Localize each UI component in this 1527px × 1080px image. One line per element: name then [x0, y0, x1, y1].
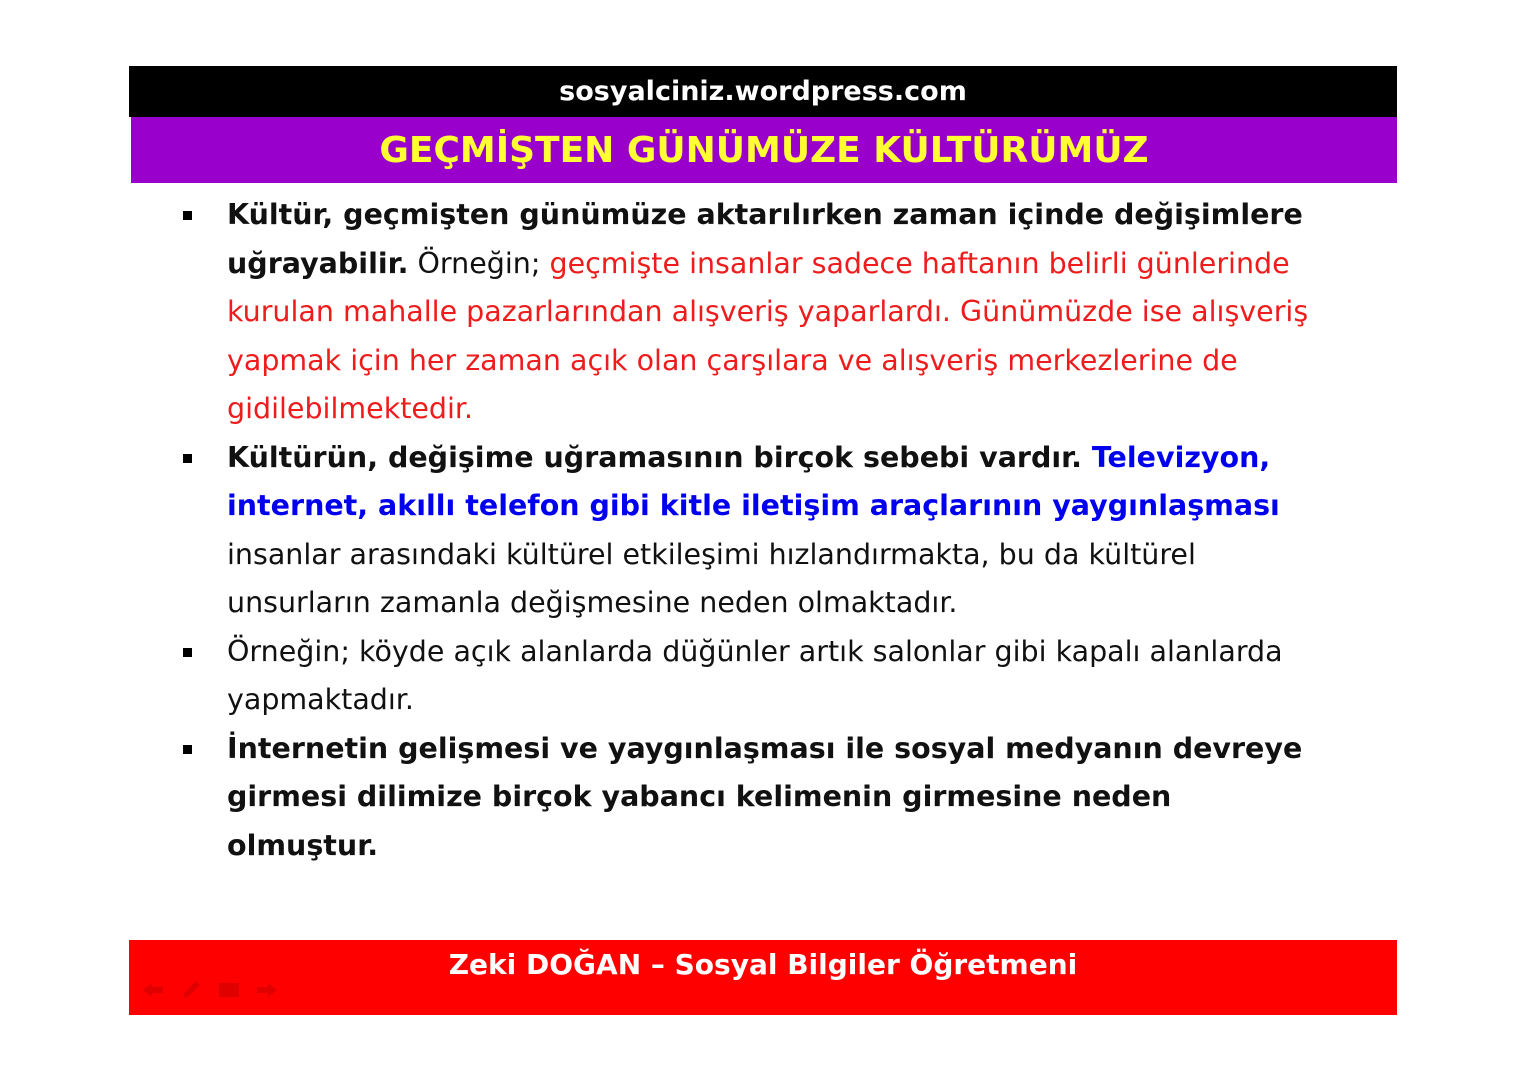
bullet-item — [181, 628, 1321, 725]
site-url-bar — [129, 66, 1397, 117]
menu-icon[interactable] — [217, 980, 241, 1000]
site-url: sosyalciniz.wordpress.com — [559, 76, 967, 107]
bullet-square-icon — [183, 745, 192, 754]
bullet-square-icon — [183, 211, 192, 220]
bullet-normal-text: Örneğin; — [408, 246, 550, 280]
bullet-normal-text: insanlar arasındaki kültürel etkileşimi hızlandırmakta, bu da kültürel unsurların zamanla değişmesine neden olmaktadır. — [227, 537, 1196, 619]
bullet-square-icon — [183, 648, 192, 657]
footer-author: Zeki DOĞAN – Sosyal Bilgiler Öğretmeni — [448, 948, 1078, 981]
bullet-bold-text: İnternetin gelişmesi ve yaygınlaşması ile sosyal medyanın devreye girmesi dilimize birçok yabancı kelimenin girmesine neden olmuştur. — [227, 731, 1303, 862]
slide-nav-controls — [141, 980, 279, 1000]
bullet-bold-text: Kültür, geçmişten günümüze aktarılırken zaman içinde değişimlere uğrayabilir. — [227, 198, 1303, 280]
bullet-square-icon — [183, 454, 192, 463]
slide-title: GEÇMİŞTEN GÜNÜMÜZE KÜLTÜRÜMÜZ — [379, 129, 1149, 171]
bullet-item — [181, 191, 1321, 434]
bullet-item — [181, 434, 1321, 628]
bullet-normal-text: Örneğin; köyde açık alanlarda düğünler artık salonlar gibi kapalı alanlarda yapmaktadır. — [227, 634, 1283, 716]
bullet-blue-text: Televizyon, internet, akıllı telefon gibi kitle iletişim araçlarının yaygınlaşması — [227, 440, 1280, 522]
bullet-red-text: geçmişte insanlar sadece haftanın belirli günlerinde kurulan mahalle pazarlarından alışveriş yaparlardı. Günümüzde ise alışveriş yapmak için her zaman açık olan çarşılara ve alışveriş merkezlerine de gidilebilmektedir. — [227, 246, 1309, 425]
arrow-right-icon[interactable] — [255, 980, 279, 1000]
arrow-left-icon[interactable] — [141, 980, 165, 1000]
bullet-item — [181, 725, 1321, 871]
bullet-list — [181, 191, 1321, 870]
pen-icon[interactable] — [179, 980, 203, 1000]
footer-bar — [129, 940, 1397, 1015]
bullet-bold-text: Kültürün, değişime uğramasının birçok sebebi vardır. — [227, 440, 1082, 474]
title-bar — [131, 117, 1397, 183]
